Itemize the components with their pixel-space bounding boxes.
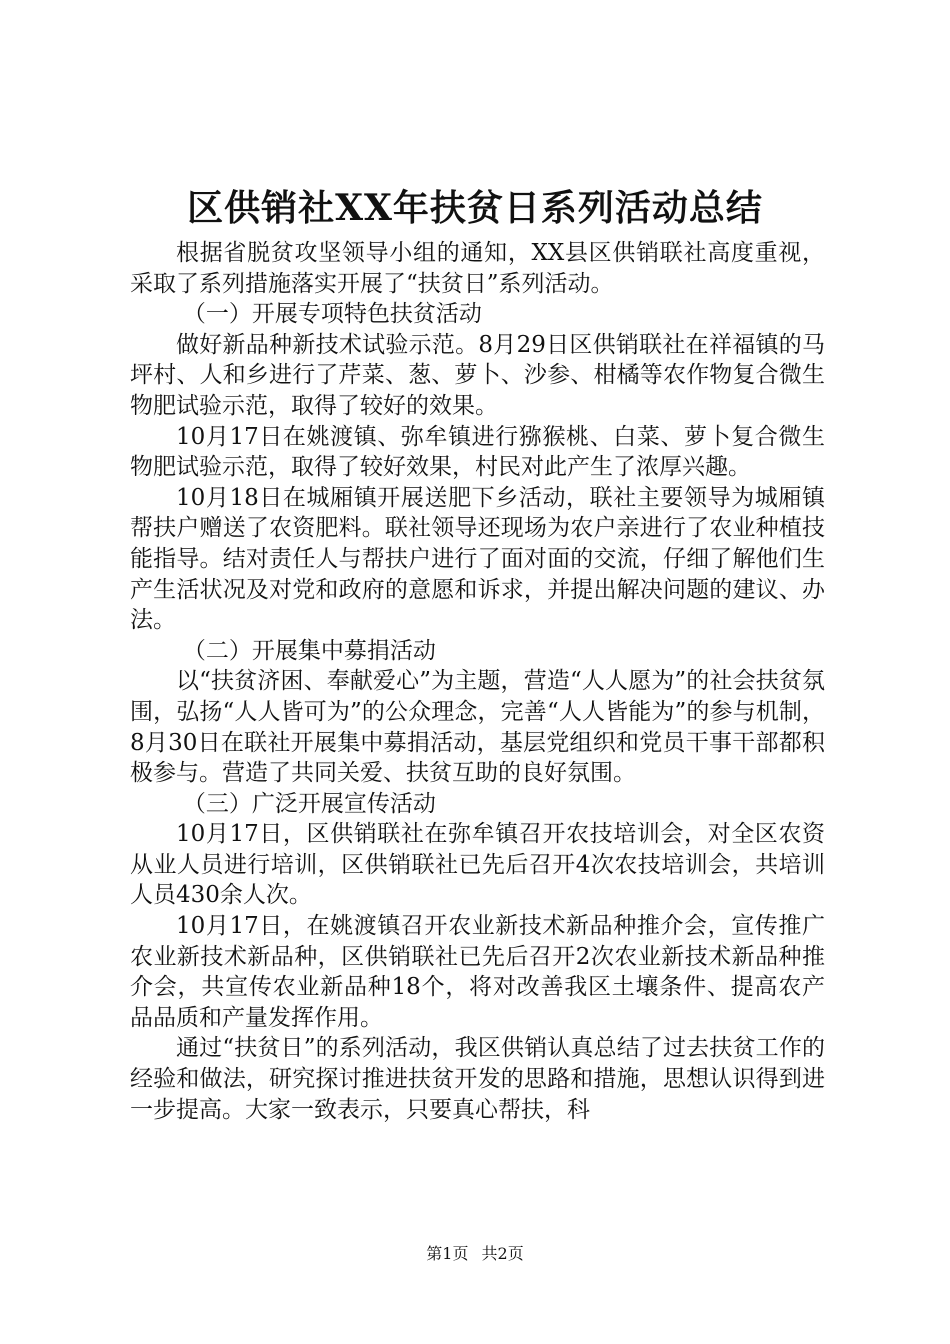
paragraph-donation: 以“扶贫济困、奉献爱心”为主题，营造“人人愿为”的社会扶贫氛围，弘扬“人人皆可为”的公众理念，完善“人人皆能为”的参与机制，8月30日在联社开展集中募捐活动，基层党组织和党员干事干部都积极参与。营造了共同关爱、扶贫互助的良好氛围。 (130, 668, 825, 787)
section-heading-1: （一）开展专项特色扶贫活动 (182, 301, 482, 328)
paragraph-demo-trial: 做好新品种新技术试验示范。8月29日区供销联社在祥福镇的马坪村、人和乡进行了芹菜、葱、萝卜、沙参、柑橘等农作物复合微生物肥试验示范，取得了较好的效果。 (130, 331, 825, 419)
page-footer (0, 1244, 950, 1264)
paragraph-oct17-trial: 10月17日在姚渡镇、弥牟镇进行猕猴桃、白菜、萝卜复合微生物肥试验示范，取得了较好效果，村民对此产生了浓厚兴趣。 (130, 423, 825, 481)
document-title: 区供销社XX年扶贫日系列活动总结 (187, 187, 763, 229)
paragraph-conclusion: 通过“扶贫日”的系列活动，我区供销认真总结了过去扶贫工作的经验和做法，研究探讨推进扶贫开发的思路和措施，思想认识得到进一步提高。大家一致表示，只要真心帮扶，科 (130, 1035, 825, 1123)
document-body (130, 238, 825, 1125)
paragraph-intro: 根据省脱贫攻坚领导小组的通知，XX县区供销联社高度重视，采取了系列措施落实开展了“扶贫日”系列活动。 (130, 240, 825, 297)
page-number-total: 共2页 (481, 1244, 524, 1263)
paragraph-oct18-fertilizer: 10月18日在城厢镇开展送肥下乡活动，联社主要领导为城厢镇帮扶户赠送了农资肥料。联社领导还现场为农户亲进行了农业种植技能指导。结对责任人与帮扶户进行了面对面的交流，仔细了解他们生产生活状况及对党和政府的意愿和诉求，并提出解决问题的建议、办法。 (130, 484, 825, 634)
section-heading-2: （二）开展集中募捐活动 (182, 637, 436, 664)
section-heading-3: （三）广泛开展宣传活动 (182, 790, 436, 817)
paragraph-promotion: 10月17日，在姚渡镇召开农业新技术新品种推介会，宣传推广农业新技术新品种，区供销联社已先后召开2次农业新技术新品种推介会，共宣传农业新品种18个，将对改善我区土壤条件、提高农产品品质和产量发挥作用。 (130, 913, 825, 1031)
paragraph-training: 10月17日，区供销联社在弥牟镇召开农技培训会，对全区农资从业人员进行培训，区供销联社已先后召开4次农技培训会，共培训人员430余人次。 (130, 821, 825, 909)
page-number-current: 第1页 (426, 1244, 469, 1263)
